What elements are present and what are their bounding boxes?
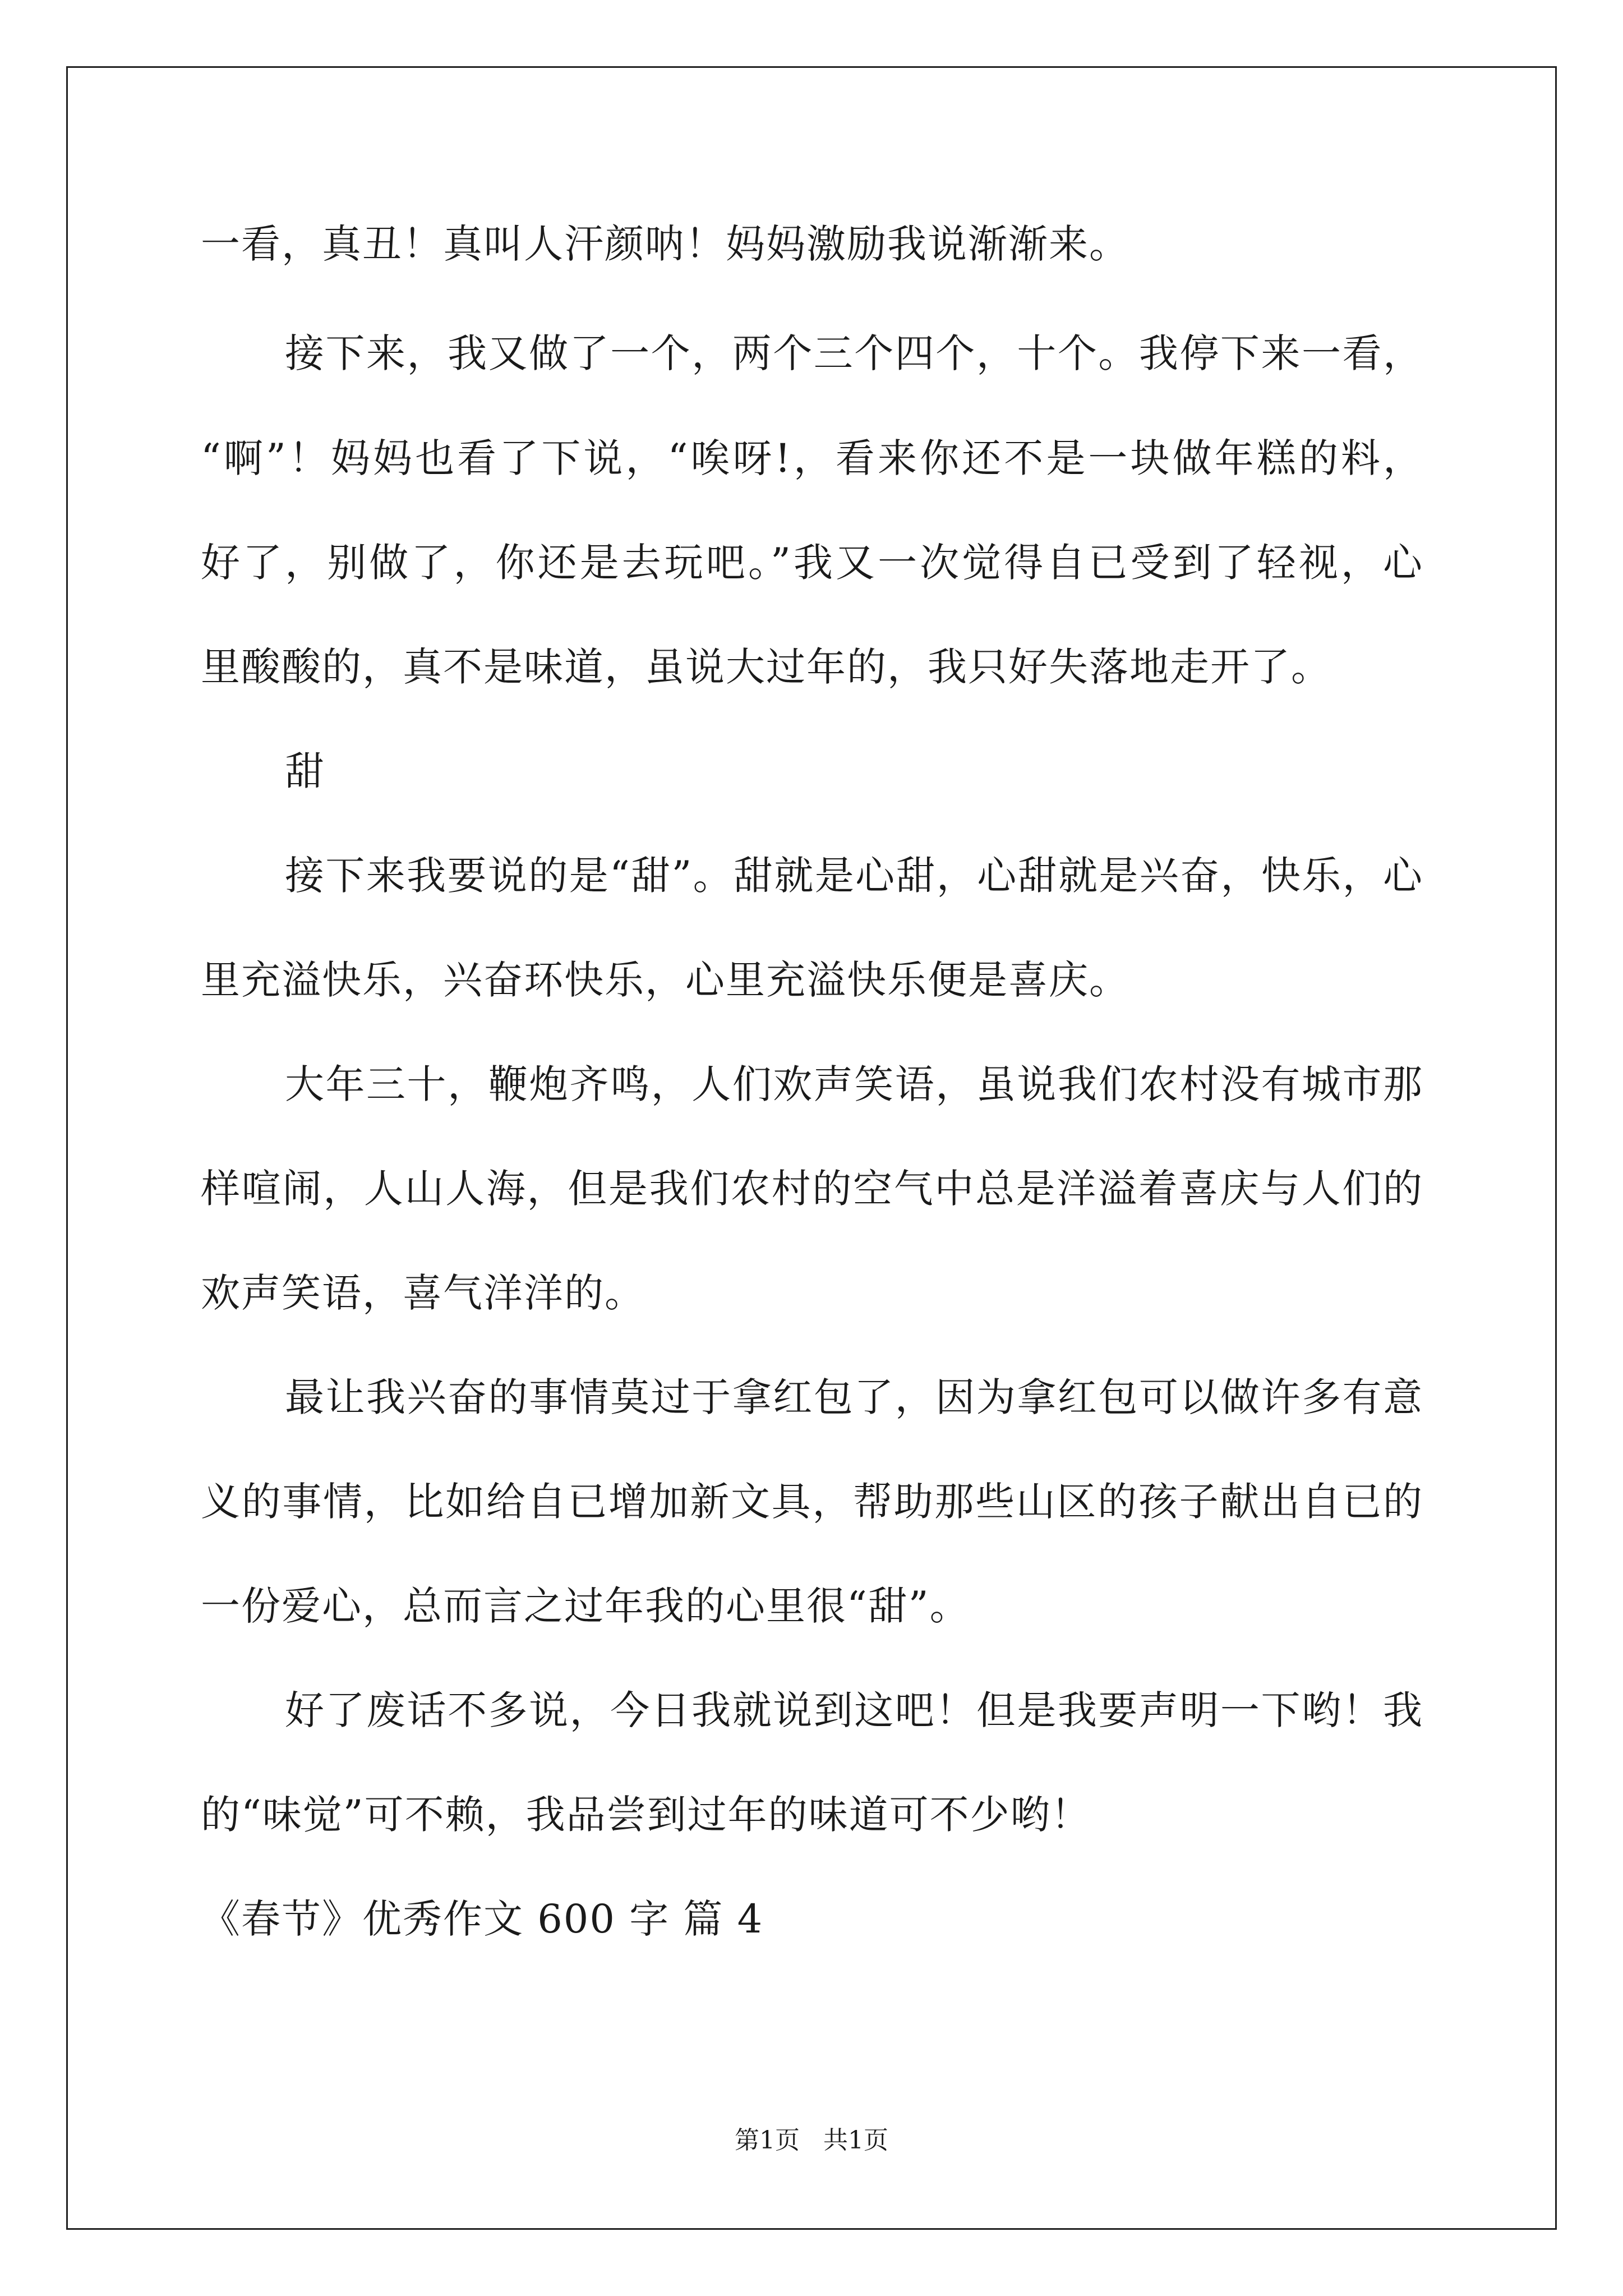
paragraph-line: 接下来我要说的是“甜”。甜就是心甜，心甜就是兴奋，快乐，心 <box>285 853 1423 899</box>
paragraph-line: 一份爱心，总而言之过年我的心里很“甜”。 <box>201 1583 970 1629</box>
paragraph-line: “啊”！妈妈也看了下说，“唉呀!，看来你还不是一块做年糕的料， <box>201 435 1423 481</box>
paragraph-line: 义的事情，比如给自已增加新文具，帮助那些山区的孩子献出自已的 <box>201 1479 1423 1525</box>
paragraph-line: 里充溢快乐，兴奋环快乐，心里充溢快乐便是喜庆。 <box>201 957 1129 1003</box>
paragraph-line: 好了废话不多说，今日我就说到这吧！但是我要声明一下哟！我 <box>285 1687 1423 1733</box>
paragraph-line: 样喧闹，人山人海，但是我们农村的空气中总是洋溢着喜庆与人们的 <box>201 1166 1423 1212</box>
paragraph-line: 接下来，我又做了一个，两个三个四个，十个。我停下来一看， <box>285 330 1423 376</box>
section-heading: 甜 <box>285 748 325 794</box>
paragraph-line: 好了，别做了，你还是去玩吧。”我又一次觉得自已受到了轻视，心 <box>201 540 1423 586</box>
paragraph-line: 一看，真丑！真叫人汗颜呐！妈妈激励我说渐渐来。 <box>201 221 1129 267</box>
paragraph-line: 欢声笑语，喜气洋洋的。 <box>201 1270 645 1316</box>
paragraph-line: 最让我兴奋的事情莫过于拿红包了，因为拿红包可以做许多有意 <box>285 1374 1423 1420</box>
paragraph-line: 里酸酸的，真不是味道，虽说大过年的，我只好失落地走开了。 <box>201 644 1331 690</box>
article-title: 《春节》优秀作文 600 字 篇 4 <box>201 1896 764 1942</box>
paragraph-line: 大年三十，鞭炮齐鸣，人们欢声笑语，虽说我们农村没有城市那 <box>285 1061 1423 1107</box>
paragraph-line: 的“味觉”可不赖，我品尝到过年的味道可不少哟！ <box>201 1792 1091 1838</box>
page-footer: 第1页 共1页 <box>735 2126 888 2155</box>
